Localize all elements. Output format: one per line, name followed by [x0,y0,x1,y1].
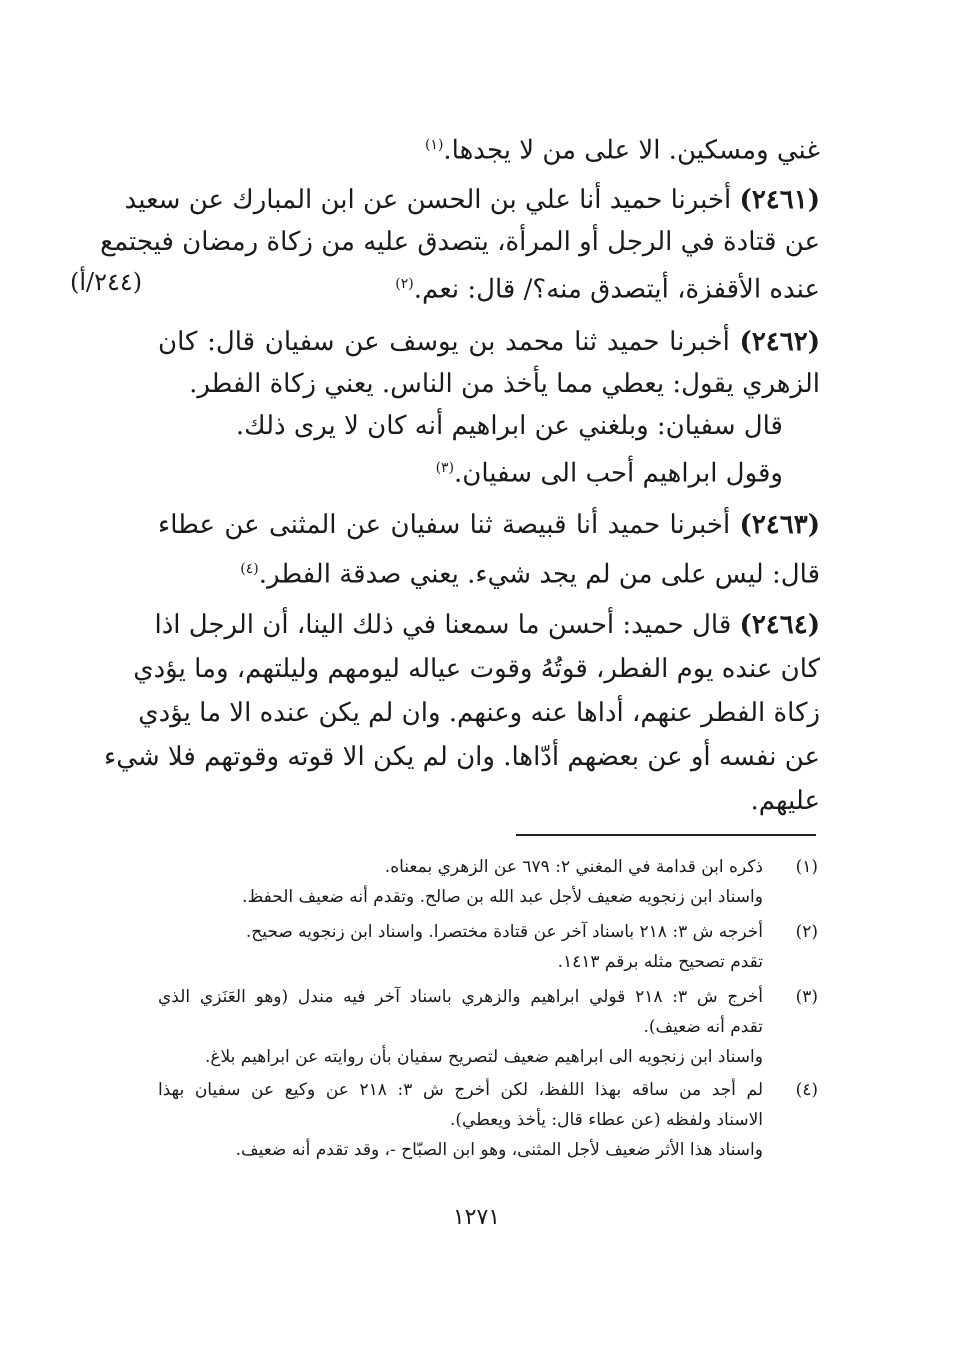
footnote-number: (٢) [795,922,818,942]
footnote-ref[interactable]: (٤) [240,561,259,577]
hadith-2464-line-5: عليهم. [750,786,820,816]
hadith-2462-line-3: قال سفيان: وبلغني عن ابراهيم أنه كان لا يرى ذلك. [235,411,783,441]
hadith-number: (٢٤٦٤) [739,610,820,640]
hadith-number: (٢٤٦٣) [739,510,821,540]
hadith-text: أخبرنا حميد أنا قبيصة ثنا سفيان عن المثنى عن عطاء [158,510,731,540]
hadith-text: عنده الأقفزة، أيتصدق منه؟/ قال: نعم. [413,274,820,305]
margin-reference: (٢٤٤/أ) [70,268,143,296]
hadith-2462-line-4 [436,448,783,494]
intro-line [425,125,820,171]
hadith-2461-line-3 [395,264,820,310]
hadith-2462-line-1 [158,322,820,362]
footnote-text: واسناد ابن زنجويه ضعيف لأجل عبد الله بن صالح. وتقدم أنه ضعيف الحفظ. [242,887,763,907]
footnote-number: (٤) [795,1080,818,1100]
hadith-2464-line-4: عن نفسه أو عن بعضهم أدّاها. وان لم يكن الا قوته وقوتهم فلا شيء [103,742,820,772]
footnote-ref[interactable]: (٣) [435,460,455,476]
hadith-2464-line-1 [154,605,820,645]
footnote-text: الاسناد ولفظه (عن عطاء قال: يأخذ ويعطي). [449,1110,763,1130]
hadith-2463-line-1 [158,505,820,545]
hadith-text: قال: ليس على من لم يجد شيء. يعني صدقة الفطر. [258,559,820,590]
footnote-number: (١) [795,857,818,877]
footnote-text: أخرجه ش ٣: ٢١٨ باسناد آخر عن قتادة مختصرا. واسناد ابن زنجويه صحيح. [245,922,763,942]
footnote-ref[interactable]: (١) [424,137,444,153]
hadith-text: أخبرنا حميد أنا علي بن الحسن عن ابن المبارك عن سعيد [124,185,732,215]
footnote-text: تقدم تصحيح مثله برقم ١٤١٣. [557,952,763,972]
page-number: ١٢٧١ [452,1205,501,1230]
hadith-text: وقول ابراهيم أحب الى سفيان. [454,458,783,489]
hadith-2461-line-2: عن قتادة في الرجل أو المرأة، يتصدق عليه من زكاة رمضان فيجتمع [100,227,820,257]
footnote-separator [516,834,816,836]
footnote-text: تقدم أنه ضعيف). [643,1017,763,1037]
hadith-text: قال حميد: أحسن ما سمعنا في ذلك الينا، أن الرجل اذا [154,610,732,640]
hadith-number: (٢٤٦١) [739,185,820,215]
footnote-text: واسناد ابن زنجويه الى ابراهيم ضعيف لتصريح سفيان بأن روايته عن ابراهيم بلاغ. [204,1047,763,1067]
footnote-text: ذكره ابن قدامة في المغني ٢: ٦٧٩ عن الزهري بمعناه. [384,857,763,877]
hadith-number: (٢٤٦٢) [739,327,820,357]
hadith-2461-line-1 [124,180,820,220]
footnote-text: أخرج ش ٣: ٢١٨ قولي ابراهيم والزهري باسناد آخر فيه مندل (وهو العَنَزي الذي [158,987,763,1007]
footnote-number: (٣) [795,987,818,1007]
footnote-text: لم أجد من ساقه بهذا اللفظ، لكن أخرج ش ٣: ٢١٨ عن وكيع عن سفيان بهذا [158,1080,763,1100]
footnote-text: واسناد هذا الأثر ضعيف لأجل المثنى، وهو ابن الصبّاح -، وقد تقدم أنه ضعيف. [235,1140,763,1160]
footnote-ref[interactable]: (٢) [395,276,414,292]
hadith-2463-line-2 [240,549,820,595]
hadith-text: أخبرنا حميد ثنا محمد بن يوسف عن سفيان قال: كان [158,327,730,357]
hadith-2464-line-2: كان عنده يوم الفطر، قوتُهُ وقوت عياله ليومهم وليلتهم، وما يؤدي [133,654,820,684]
intro-text: غني ومسكين. الا على من لا يجدها. [443,135,820,166]
hadith-2464-line-3: زكاة الفطر عنهم، أداها عنه وعنهم. وان لم يكن عنده الا ما يؤدي [138,698,820,728]
hadith-2462-line-2: الزهري يقول: يعطي مما يأخذ من الناس. يعني زكاة الفطر. [189,369,820,399]
